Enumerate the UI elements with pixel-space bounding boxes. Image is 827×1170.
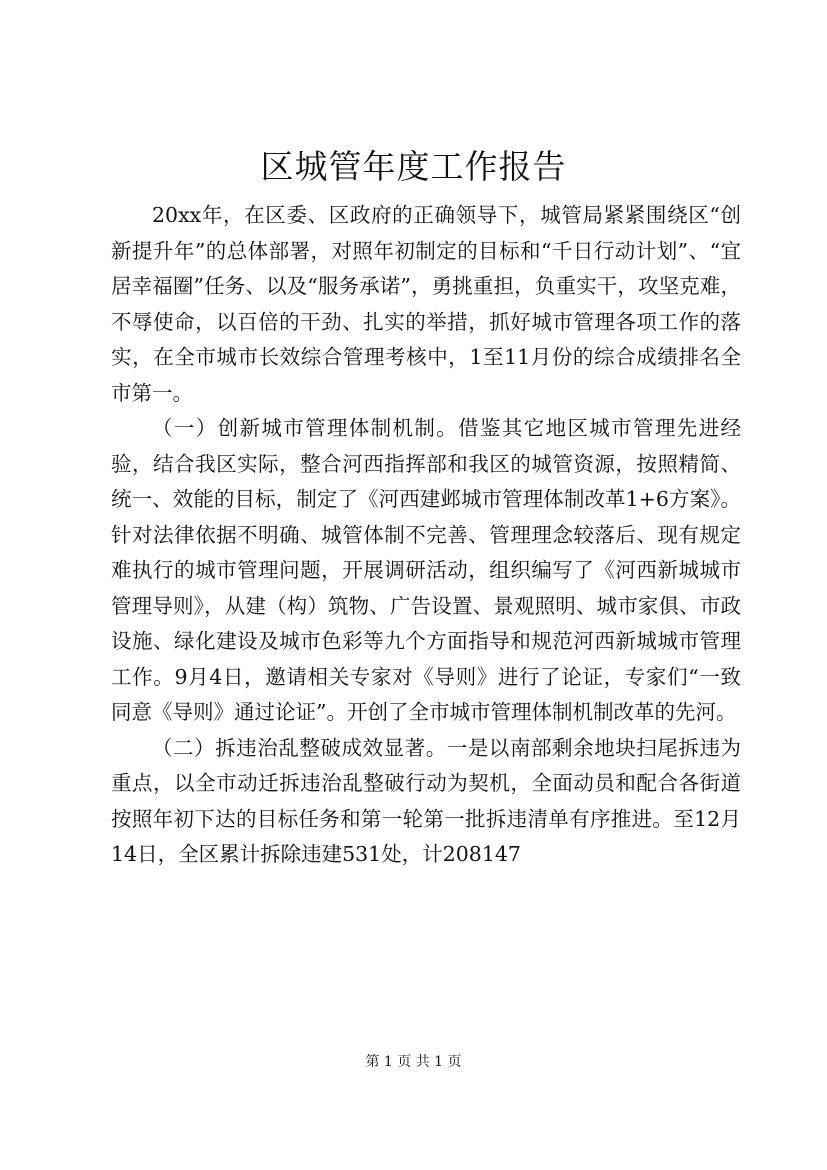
paragraph-section-1: （一）创新城市管理体制机制。借鉴其它地区城市管理先进经验，结合我区实际，整合河西指挥部和我区的城管资源，按照精简、统一、效能的目标，制定了《河西建邺城市管理体制改革1+6方案》。针对法律依据不明确、城管体制不完善、管理理念较落后、现有规定难执行的城市管理问题，开展调研活动，组织编写了《河西新城城市管理导则》，从建（构）筑物、广告设置、景观照明、城市家俱、市政设施、绿化建设及城市色彩等九个方面指导和规范河西新城城市管理工作。9月4日，邀请相关专家对《导则》进行了论证，专家们“一致同意《导则》通过论证”。开创了全市城市管理体制机制改革的先河。	[111, 416, 741, 724]
page-footer	[0, 1051, 827, 1071]
document-title: 区城管年度工作报告	[260, 147, 567, 186]
page-number-label: 第 1 页 共 1 页	[365, 1054, 462, 1070]
document-body	[111, 198, 741, 873]
paragraph-intro: 20xx年，在区委、区政府的正确领导下，城管局紧紧围绕区“创新提升年”的总体部署，对照年初制定的目标和“千日行动计划”、“宜居幸福圈”任务、以及“服务承诺”，勇挑重担，负重实干，攻坚克难，不辱使命，以百倍的干劲、扎实的举措，抓好城市管理各项工作的落实，在全市城市长效综合管理考核中，1至11月份的综合成绩排名全市第一。	[111, 203, 741, 405]
paragraph-section-2: （二）拆违治乱整破成效显著。一是以南部剩余地块扫尾拆违为重点，以全市动迁拆违治乱整破行动为契机，全面动员和配合各街道按照年初下达的目标任务和第一轮第一批拆违清单有序推进。至12月14日，全区累计拆除违建531处，计208147	[111, 735, 741, 866]
